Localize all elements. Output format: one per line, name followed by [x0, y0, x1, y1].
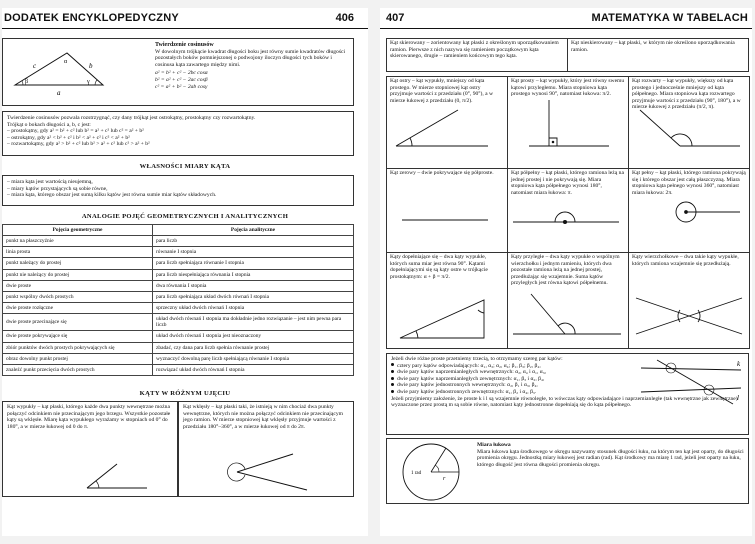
analogy-geometric-cell: obraz dowolny punkt prostej [3, 353, 153, 364]
analogy-analytic-cell: układ dwóch równań I stopnia ma dokładnie jedno rozwiązanie – jest nim pewna para liczb [153, 314, 354, 331]
complementary-angles-figure [388, 268, 506, 348]
angle-measure-item-3: – miara kąta, którego obszar jest sumą kilku kątów jest równa sumie miar kątów składowych. [7, 192, 217, 199]
bullet-icon [391, 390, 394, 393]
analogy-row [3, 247, 354, 258]
analogy-geometric-cell: punkt należący do prostej [3, 258, 153, 269]
supplementary-angles-cell [507, 252, 629, 349]
cosine-heading: Twierdzenie cosinusów [155, 42, 214, 48]
analogy-analytic-cell: zbadać, czy dana para liczb spełnia równanie prostej [153, 342, 354, 353]
directed-angle-cell [386, 38, 568, 72]
transversal-intro: Jeżeli dwie różne proste przetniemy trzecią, to otrzymamy szereg par kątów: [391, 356, 563, 362]
analogy-row [3, 269, 354, 280]
cosine-case-1: – prostokątny, gdy a² = b² + c² lub b² = a² + c² lub c² = a² + b² [7, 128, 144, 135]
angles-types-title: KĄTY W RÓŻNYM UJĘCIU [139, 390, 231, 397]
transversal-box [386, 353, 749, 435]
straight-angle-text: Kąt półpełny – kąt płaski, którego ramiona leżą na jednej prostej i nie pokrywają się. Miara stopniowa kąta półpełnego wynosi 180°, natomiast miara łukowa: π. [511, 170, 624, 196]
concave-angle-figure [223, 450, 313, 494]
right-header [380, 8, 752, 30]
analogy-analytic-cell: układ dwóch równań I stopnia jest nieoznaczony [153, 331, 354, 342]
directed-angle-text: Kąt skierowany – zorientowany kąt płaski z określonym uporządkowaniem ramion. Pierwsze z nich nazywa się ramieniem początkowym kąta skierowanego, drugie – ramieniem końcowym tego kąta. [390, 40, 559, 60]
triangle-figure [7, 41, 107, 107]
analogy-analytic-cell: równanie I stopnia [153, 247, 354, 258]
analogy-row [3, 303, 354, 314]
radian-figure [391, 440, 471, 504]
analogy-analytic-cell: sprzeczny układ dwóch równań I stopnia [153, 303, 354, 314]
convex-angle-text: Kąt wypukły – kąt płaski, którego każde dwa punkty wewnętrzne można połączyć odcinkiem nie przecinającym jego brzegu. Wszystkie pozostałe kąty są wklęsłe. Miarę kąta wypukłego wyrażamy w stopniach od 0° do 180°, a w mierze łukowej od 0 do π. [7, 404, 171, 430]
analogy-row [3, 236, 354, 247]
label-beta: β [25, 79, 29, 85]
right-page-number: 407 [386, 12, 405, 24]
analogies-col-geometric: Pojęcia geometryczne [3, 225, 153, 236]
cosine-use-intro: Twierdzenie cosinusów pozwala rozstrzygnąć, czy dany trójkąt jest ostrokątny, prostokątny czy rozwartokątny. [7, 115, 256, 121]
left-page [2, 8, 368, 536]
cosine-definition: W dowolnym trójkącie kwadrat długości boku jest równy sumie kwadratów długości pozostałych boków pomniejszonej o podwojony iloczyn długości tych boków i cosinusa kąta zawartego między nimi. [155, 48, 346, 68]
acute-angle-figure [388, 88, 506, 168]
transversal-item-text: dwie pary kątów jednostronnych zewnętrznych: α₁, β₂ i α₄, β₃. [397, 388, 537, 395]
analogy-analytic-cell: para liczb spełniająca równanie I stopnia [153, 258, 354, 269]
label-1rad: 1 rad [411, 471, 422, 476]
obtuse-angle-text: Kąt rozwarty – kąt wypukły, większy od kąta prostego i jednocześnie mniejszy od kąta półpełnego. Miara stopniowa kąta rozwartego przyjmuje wartości z przedziału (90°, 180°), a w mierze łukowej z przedziału (π/2, π). [632, 78, 741, 111]
cosine-formula-1: a² = b² + c² − 2bc cosα [155, 70, 208, 77]
cosine-case-2: – ostrokątny, gdy a² < b² + c² i b² < a² + c² i c² < a² + b² [7, 134, 130, 141]
right-angle-figure [509, 88, 627, 168]
analogy-row [3, 364, 354, 375]
angle-measure-item-2: – miary kątów przystających są sobie równe, [7, 185, 108, 192]
label-alpha: α [64, 59, 68, 65]
cosine-use-given: Trójkąt o bokach długości a, b, c jest: [7, 121, 91, 128]
analogy-analytic-cell: wyznaczyć dowolną parę liczb spełniającą równanie I stopnia [153, 353, 354, 364]
cosine-use-box [2, 111, 354, 156]
straight-angle-cell [507, 168, 629, 253]
analogy-analytic-cell: para liczb spełniająca układ dwóch równań I stopnia [153, 291, 354, 302]
right-header-rule [380, 28, 752, 29]
transversal-item-text: cztery pary kątów odpowiadających: α₁, α₃; α₂, α₄; β₁, β₃; β₂, β₄, [397, 362, 541, 369]
analogy-geometric-cell: linia prosta [3, 247, 153, 258]
analogy-geometric-cell: punkt wspólny dwóch prostych [3, 291, 153, 302]
right-angle-text: Kąt prosty – kąt wypukły, który jest równy swemu kątowi przyległemu. Miara stopniowa kąta prostego wynosi 90°, natomiast łukowa: π/2. [511, 78, 625, 98]
concave-angle-box [178, 401, 354, 497]
transversal-item-text: dwie pary kątów naprzemianległych zewnętrznych: α₁, β₃ i α₂, β₄, [397, 375, 545, 382]
zero-angle-cell [386, 168, 508, 253]
angle-measure-title: WŁASNOŚCI MIARY KĄTA [139, 163, 231, 170]
analogy-analytic-cell: para liczb niespełniająca równania I stopnia [153, 269, 354, 280]
arc-heading: Miara łukowa [477, 442, 511, 448]
label-a: a [57, 89, 61, 97]
label-b: b [89, 62, 93, 70]
analogy-geometric-cell: znaleźć punkt przecięcia dwóch prostych [3, 364, 153, 375]
convex-angle-figure [77, 460, 157, 494]
acute-angle-text: Kąt ostry – kąt wypukły, mniejszy od kąta prostego. W mierze stopniowej kąt ostry przyjmuje wartości z przedziału (0°, 90°), a w mierze łukowej z przedziału (0, π/2). [390, 78, 494, 104]
concave-angle-text: Kąt wklęsły – kąt płaski taki, że istnieją w nim chociaż dwa punkty wewnętrzne, których nie można połączyć odcinkiem nie przecinającym jego ramion. W mierze stopniowej kąt wklęsły przyjmuje wartości z przedziału 180°–360°, a w mierze łukowej od π do 2π. [183, 404, 343, 430]
arc-measure-box [386, 438, 749, 504]
undirected-angle-text: Kąt nieskierowany – kąt płaski, w którym nie określono uporządkowania ramion. [571, 40, 735, 53]
left-header-rule [2, 28, 368, 29]
analogy-row [3, 331, 354, 342]
analogy-row [3, 314, 354, 331]
analogy-geometric-cell: punkt na płaszczyźnie [3, 236, 153, 247]
angle-measure-box [2, 175, 354, 206]
transversal-item-text: dwie pary kątów jednostronnych wewnętrznych: α₂, β₁ i α₃, β₄, [397, 382, 538, 389]
label-k: k [737, 360, 741, 368]
analogy-analytic-cell: rozwiązać układ dwóch równań I stopnia [153, 364, 354, 375]
analogies-col-analytic: Pojęcia analityczne [153, 225, 354, 236]
analogy-analytic-cell: dwa równania I stopnia [153, 280, 354, 291]
transversal-item-text: dwie pary kątów naprzemianległych wewnętrznych: α₂, α₄ i α₁, α₃, [397, 369, 547, 376]
analogy-row [3, 280, 354, 291]
vertical-angles-figure [630, 268, 748, 348]
bullet-icon [391, 383, 394, 386]
bullet-icon [391, 377, 394, 380]
full-angle-figure [630, 172, 748, 252]
transversal-figure [637, 356, 747, 408]
analogy-geometric-cell: dwie proste pokrywające się [3, 331, 153, 342]
analogy-geometric-cell: punkt nie należący do prostej [3, 269, 153, 280]
analogy-geometric-cell: dwie proste rozłączne [3, 303, 153, 314]
supplementary-angles-text: Kąty przyległe – dwa kąty wypukłe o wspólnym wierzchołku i jednym ramieniu, których dwa pozostałe ramiona leżą na jednej prostej, przedłużając się wzajemnie. Suma kątów przyległych jest równa kątowi półpełnemu. [511, 254, 620, 287]
analogy-geometric-cell: dwie proste przecinające się [3, 314, 153, 331]
cosine-case-3: – rozwartokątny, gdy a² > b² + c² lub b² > a² + c² lub c² > a² + b² [7, 141, 150, 148]
analogy-row [3, 258, 354, 269]
complementary-angles-text: Kąty dopełniające się – dwa kąty wypukłe, których suma miar jest równa 90°. Kątami dopełniającymi się są kąty ostre w trójkącie prostokątnym: α + β = π/2. [390, 254, 488, 280]
cosine-text-block [155, 42, 351, 90]
analogy-row [3, 353, 354, 364]
left-header-title: DODATEK ENCYKLOPEDYCZNY [4, 12, 179, 24]
zero-angle-text: Kąt zerowy – dwie pokrywające się półproste. [390, 170, 494, 176]
arc-text-block [477, 442, 745, 468]
convex-angle-box [2, 401, 178, 497]
cosine-box [2, 38, 354, 106]
analogies-title: ANALOGIE POJĘĆ GEOMETRYCZNYCH I ANALITYCZNYCH [81, 213, 289, 220]
analogy-geometric-cell: zbiór punktów dwóch prostych pokrywających się [3, 342, 153, 353]
obtuse-angle-figure [630, 88, 748, 168]
right-angle-cell [507, 76, 629, 169]
analogies-table [2, 224, 354, 376]
analogy-row [3, 342, 354, 353]
full-angle-cell [628, 168, 750, 253]
obtuse-angle-cell [628, 76, 750, 169]
straight-angle-figure [509, 172, 627, 252]
zero-angle-figure [388, 172, 506, 252]
left-header [2, 8, 368, 30]
label-l: l [737, 394, 739, 402]
cosine-formula-2: b² = a² + c² − 2ac cosβ [155, 76, 208, 83]
arc-text: Miara łukowa kąta środkowego w okręgu nazywamy stosunek długości łuku, na którym ten kąt jest oparty, do długości promienia okręgu. Jednostką miary łukowej jest radian (rad). Kąt środkowy ma miarę 1 rad, jeżeli jest oparty na łuku, którego długość jest równa długości promienia okręgu. [477, 448, 744, 468]
acute-angle-cell [386, 76, 508, 169]
angle-measure-item-1: – miara kąta jest wartością nieujemną, [7, 179, 93, 185]
label-gamma: γ [87, 79, 90, 85]
bullet-icon [391, 363, 394, 366]
transversal-outro: Jeżeli przyjmiemy założenie, że proste k i l są wzajemnie równoległe, to wówczas kąty odpowiadające i naprzemianległe (tak wewnętrzne jak zewnętrzne) wyznaczone przez prostą m są sobie równe, natomiast kąty jednostronne dopełniają się do kąta półpełnego. [391, 395, 738, 409]
vertical-angles-cell [628, 252, 750, 349]
cosine-formula-3: c² = a² + b² − 2ab cosγ [155, 83, 208, 90]
vertical-angles-text: Kąty wierzchołkowe – dwa takie kąty wypukłe, których ramiona wzajemnie się przedłużają. [632, 254, 739, 267]
analogy-row [3, 291, 354, 302]
left-page-number: 406 [335, 12, 354, 24]
undirected-angle-cell [567, 38, 749, 72]
bullet-icon [391, 370, 394, 373]
label-c: c [33, 62, 37, 70]
right-header-title: MATEMATYKA W TABELACH [591, 12, 748, 24]
right-page [380, 8, 752, 536]
analogy-geometric-cell: dwie proste [3, 280, 153, 291]
analogy-analytic-cell: para liczb [153, 236, 354, 247]
complementary-angles-cell [386, 252, 508, 349]
analogies-header-row [3, 225, 354, 236]
label-r: r [443, 476, 446, 482]
supplementary-angles-figure [509, 268, 627, 348]
full-angle-text: Kąt pełny – kąt płaski, którego ramiona pokrywają się i którego obszar jest całą płaszczyzną. Miara stopniowa kąta pełnego wynosi 360°, natomiast miara łukowa: 2π. [632, 170, 746, 196]
